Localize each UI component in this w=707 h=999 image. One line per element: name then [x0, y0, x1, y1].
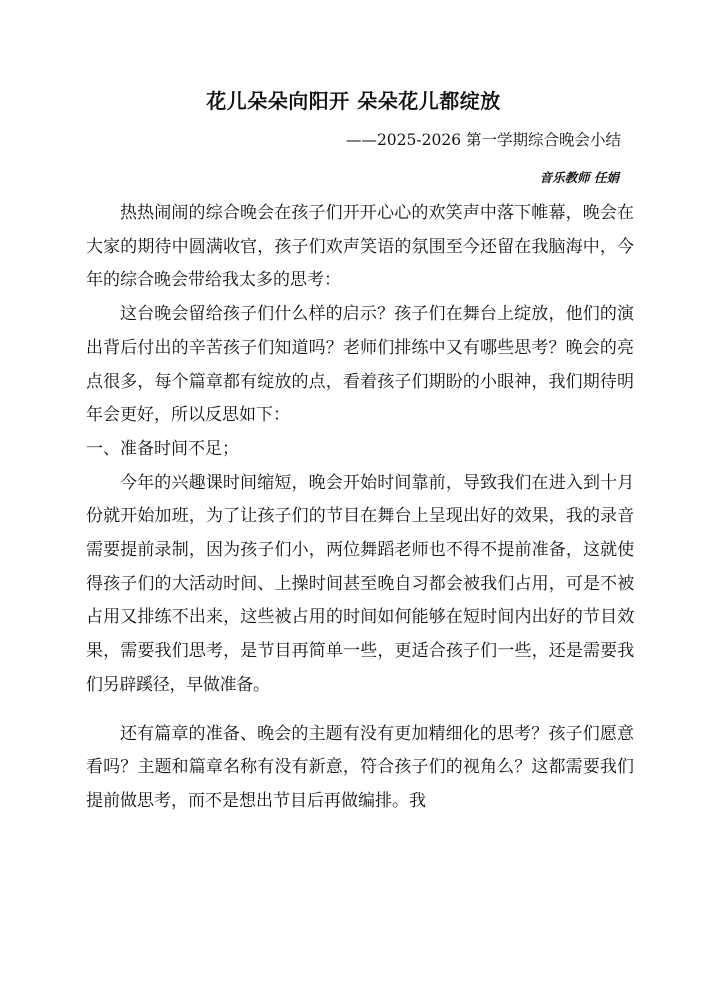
paragraph-preparation-time: 今年的兴趣课时间缩短，晚会开始时间靠前，导致我们在进入到十月份就开始加班，为了让孩子们的节目在舞台上呈现出好的效果，我的录音需要提前录制，因为孩子们小，两位舞蹈老师也不得不提前准备，这就使得孩子们的大活动时间、上操时间甚至晚自习都会被我们占用，可是不被占用又排练不出来，这些被占用的时间如何能够在短时间内出好的节目效果，需要我们思考，是节目再简单一些，更适合孩子们一些，还是需要我们另辟蹊径，早做准备。 [86, 472, 634, 695]
paragraph-theme-planning: 还有篇章的准备、晚会的主题有没有更加精细化的思考？孩子们愿意看吗？主题和篇章名称有没有新意，符合孩子们的视角么？这都需要我们提前做思考，而不是想出节目后再做编排。我 [86, 723, 634, 811]
document-title: 花儿朵朵向阳开 朵朵花儿都绽放 [206, 89, 501, 113]
paragraph-reflection: 这台晚会留给孩子们什么样的启示？孩子们在舞台上绽放，他们的演出背后付出的辛苦孩子们知道吗？老师们排练中又有哪些思考？晚会的亮点很多，每个篇章都有绽放的点，看着孩子们期盼的小眼神，我们期待明年会更好，所以反思如下： [86, 304, 634, 426]
author-signature: 音乐教师 任娟 [539, 170, 619, 185]
document-body [86, 197, 634, 819]
section-heading-preparation-time: 一、准备时间不足； [86, 438, 239, 459]
document-subtitle: ——2025-2026 第一学期综合晚会小结 [345, 131, 621, 149]
paragraph-intro: 热热闹闹的综合晚会在孩子们开开心心的欢笑声中落下帷幕，晚会在大家的期待中圆满收官，孩子们欢声笑语的氛围至今还留在我脑海中，今年的综合晚会带给我太多的思考： [86, 203, 634, 291]
